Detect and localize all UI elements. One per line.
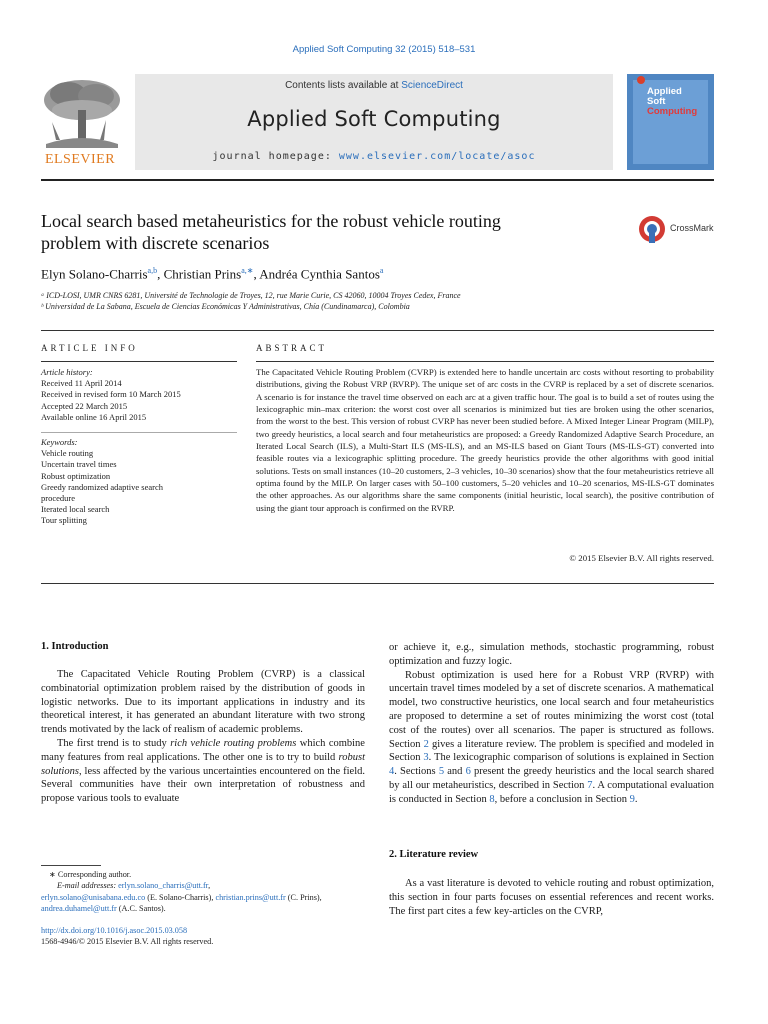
right-column-body — [389, 641, 714, 807]
keyword-item: procedure — [41, 493, 75, 504]
article-history — [41, 367, 181, 423]
email-3-owner: (C. Prins), — [285, 892, 322, 902]
cover-title — [647, 87, 697, 117]
p3-text-i: . — [634, 793, 638, 805]
cover-line-2: Soft — [647, 96, 666, 107]
keywords-rule — [41, 432, 237, 433]
crossmark-badge[interactable] — [638, 213, 738, 245]
homepage-line — [135, 151, 613, 162]
literature-review-body — [389, 877, 714, 918]
email-line-2 — [41, 892, 371, 903]
article-info-heading: ARTICLE INFO — [41, 343, 138, 353]
email-4-owner: (A.C. Santos). — [116, 903, 166, 913]
keywords-label: Keywords: — [41, 437, 78, 447]
affiliation-a: ᵃ ICD-LOSI, UMR CNRS 6281, Université de Technologie de Troyes, 12, rue Marie Curie, CS 42060, 10004 Troyes Cedex, France — [41, 291, 461, 300]
email-link-4[interactable]: andrea.duhamel@utt.fr — [41, 903, 117, 913]
author-2-affil[interactable]: a,∗ — [241, 266, 254, 275]
title-line-1: Local search based metaheuristics for the robust vehicle routing — [41, 211, 501, 231]
author-1: Elyn Solano-Charris — [41, 266, 148, 282]
section-2-ref-link[interactable]: 2 — [423, 738, 429, 750]
p3-text-a: Robust optimization is used here for a Robust VRP (RVRP) with uncertain travel times modeled by a set of discrete scenarios. A mathematical model, two constructive heuristics, one local search and four metaheuristics are proposed to determine a set of routes minimizing the worst cost (total cost of the routes) over all scenarios. The paper is structured as follows. Section — [389, 669, 714, 750]
literature-paragraph-1: As a vast literature is devoted to vehicle routing and robust optimization, this section in four parts focuses on essential references and recent works. The first part cites a few key-articles on the CVRP, — [389, 878, 714, 917]
abstract-rule — [256, 361, 714, 362]
journal-title: Applied Soft Computing — [247, 107, 501, 131]
author-list — [41, 266, 383, 282]
keyword-item: Robust optimization — [41, 470, 111, 481]
history-label: Article history: — [41, 367, 93, 377]
footnotes — [41, 869, 371, 914]
elsevier-wordmark: ELSEVIER — [44, 152, 116, 167]
cover-line-3: Computing — [647, 106, 698, 117]
author-1-affil[interactable]: a,b — [147, 266, 158, 275]
author-2: , Christian Prins — [157, 266, 242, 282]
accepted-date: Accepted 22 March 2015 — [41, 400, 128, 411]
keyword-item: Greedy randomized adaptive search — [41, 481, 164, 492]
email-label: E-mail addresses: — [57, 881, 119, 891]
article-title — [41, 210, 601, 254]
footnote-rule — [41, 865, 101, 866]
email-link-3[interactable]: christian.prins@utt.fr — [215, 892, 286, 902]
p3-text-f: present the greedy heuristics and the local search shared by all our metaheuristics, described in Section — [389, 766, 714, 791]
intro-paragraph-2-continued: or achieve it, e.g., simulation methods, stochastic programming, robust optimization and fuzzy logic. — [389, 642, 714, 667]
revised-date: Received in revised form 10 March 2015 — [41, 389, 181, 400]
p3-text-h: , before a conclusion in Section — [494, 793, 630, 805]
p3-text-c: . The lexicographic comparison of solutions is explained in Section — [428, 752, 714, 764]
intro-p2-text-b: which combine many features from real applications. The other one is to try to build — [41, 737, 365, 763]
section-5-ref-link[interactable]: 5 — [438, 766, 445, 778]
contents-line — [135, 80, 613, 91]
keyword-item: Uncertain travel times — [41, 459, 117, 470]
online-date: Available online 16 April 2015 — [41, 411, 147, 422]
p3-text-d: . Sections — [394, 766, 439, 778]
doi-link[interactable]: http://dx.doi.org/10.1016/j.asoc.2015.03.058 — [41, 926, 188, 935]
abstract-text: The Capacitated Vehicle Routing Problem (CVRP) is extended here to handle uncertain arc costs without resorting to probability distributions, giving the Robust VRP (RVRP). The unique set of arc costs in the CVRP is replaced by a set of discrete scenarios. A scenario is for instance the travel time observed on each arc at a given traffic hour. The goal is to build a set of routes using the lexicographic min–max criterion: the worst cost over all scenarios is minimized but ties are broken using the other scenarios, from the worst to the best. This version of robust CVRP has never been studied before. A Mixed Integer Linear Program (MILP), two greedy heuristics, a local search and four metaheuristics are proposed: a Greedy Randomized Adaptive Search Procedure, an Iterated Local Search (ILS), a Multi-Start ILS (MS-ILS), and an MS-ILS based on Giant Tours (MS-ILS-GT) converted into feasible routes via a lexicographic splitting procedure. The greedy heuristics provide the other algorithms with good initial solutions. Tests on small instances (10–20 customers, 2–3 vehicles, 10–30 scenarios) show that the four metaheuristics retrieve all optima found by the MILP. On larger cases with 50–100 customers, 5–20 vehicles and 10–20 scenarios, MS-ILS-GT dominates the other approaches. As our algorithms share the same components (initial heuristic, local search), the positive contribution of using the giant tour approach is confirmed on the RVRP. — [256, 367, 714, 513]
section-3-ref-link[interactable]: 3 — [423, 752, 429, 764]
affiliation-b: ᵇ Universidad de La Sabana, Escuela de Ciencias Económicas Y Administrativas, Chía (Cundinamarca), Colombia — [41, 302, 410, 311]
intro-paragraph-1: The Capacitated Vehicle Routing Problem (CVRP) is a classical combinatorial optimization problem raised by the distribution of goods in logistic networks. Due to its important applications in industry and its theoretical interest, it has generated an abundant literature with two strong trends motivated by the lack of realism of academic problems. — [41, 669, 365, 736]
sciencedirect-link[interactable]: ScienceDirect — [401, 80, 463, 91]
section-8-ref-link[interactable]: 8 — [489, 793, 495, 805]
author-3: , Andréa Cynthia Santos — [253, 266, 380, 282]
email-2-owner: (E. Solano-Charris), — [145, 892, 216, 902]
intro-paragraph-3 — [389, 669, 714, 807]
doi-block — [41, 925, 213, 948]
abstract-bottom-rule — [41, 583, 714, 584]
keyword-item: Iterated local search — [41, 504, 110, 515]
corresponding-author-note: ∗ Corresponding author. — [49, 870, 132, 879]
section-6-ref-link[interactable]: 6 — [465, 766, 471, 778]
left-column-body — [41, 668, 365, 806]
crossmark-label: CrossMark — [670, 223, 714, 233]
intro-p2-italic-1: rich vehicle routing problems — [170, 737, 297, 749]
p3-text-b: gives a literature review. The problem is specified and modeled in Section — [389, 738, 714, 764]
contents-prefix: Contents lists available at — [285, 80, 402, 91]
email-line-1: E-mail addresses: erlyn.solano_charris@utt.fr, — [57, 881, 211, 891]
abstract-heading: ABSTRACT — [256, 343, 328, 353]
author-3-affil[interactable]: a — [379, 266, 384, 275]
section-9-ref-link[interactable]: 9 — [629, 793, 635, 805]
intro-p2-italic-2: robust solutions — [41, 751, 365, 777]
homepage-prefix: journal homepage: — [212, 151, 339, 162]
homepage-link[interactable]: www.elsevier.com/locate/asoc — [338, 151, 536, 162]
section-1-heading: 1. Introduction — [41, 641, 109, 652]
cover-line-1: Applied — [647, 86, 682, 97]
intro-paragraph-2 — [41, 737, 365, 806]
section-2-heading: 2. Literature review — [389, 849, 479, 860]
issn-line: 1568-4946/© 2015 Elsevier B.V. All rights reserved. — [41, 937, 214, 947]
p3-text-e: and — [444, 766, 466, 778]
affiliation-rule — [41, 330, 714, 331]
journal-reference[interactable]: Applied Soft Computing 32 (2015) 518–531 — [292, 44, 476, 55]
email-link-2[interactable]: erlyn.solano@unisabana.edu.co — [41, 892, 146, 902]
header-rule — [41, 179, 714, 181]
section-7-ref-link[interactable]: 7 — [587, 779, 593, 791]
keyword-item: Vehicle routing — [41, 448, 94, 459]
received-date: Received 11 April 2014 — [41, 378, 122, 389]
intro-p2-text-a: The first trend is to study — [57, 737, 171, 749]
abstract-copyright: © 2015 Elsevier B.V. All rights reserved. — [569, 553, 714, 563]
intro-p2-text-c: , less affected by the various uncertainties encountered on the field. Several communities have their own interpretation of robustness and propose various tools to evaluate — [41, 765, 365, 805]
keyword-item: Tour splitting — [41, 515, 87, 526]
title-line-2: problem with discrete scenarios — [41, 233, 270, 253]
elsevier-logo — [38, 74, 122, 170]
article-info-rule — [41, 361, 237, 362]
email-line-3 — [41, 903, 371, 914]
crossmark-icon — [638, 215, 666, 243]
p3-text-g: . A computational evaluation is conducted in Section — [389, 779, 714, 805]
email-link-1[interactable]: erlyn.solano_charris@utt.fr — [118, 881, 209, 891]
section-4-ref-link[interactable]: 4 — [389, 766, 395, 778]
keywords-block — [41, 437, 163, 527]
